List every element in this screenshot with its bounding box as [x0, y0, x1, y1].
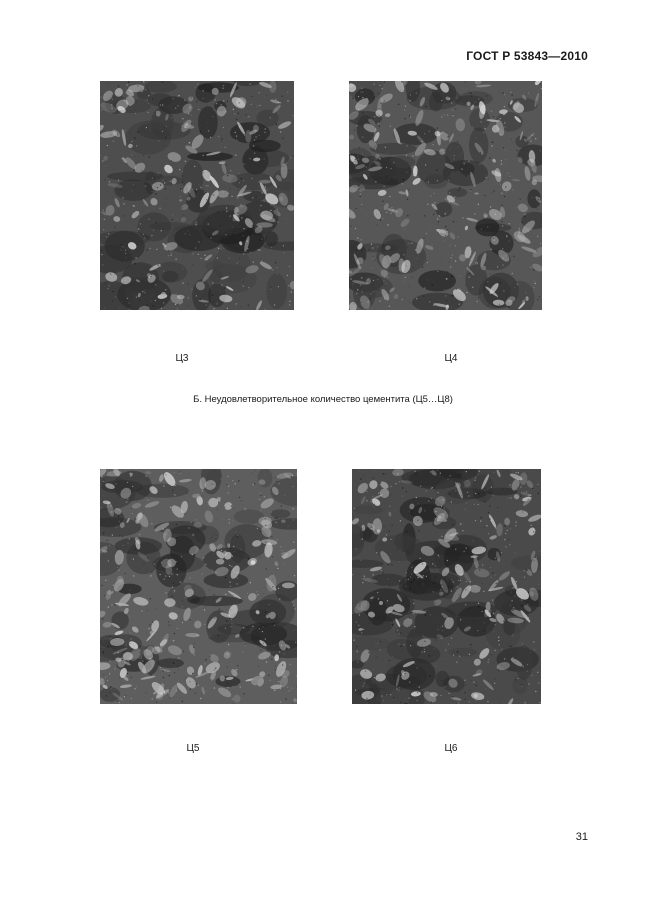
figure-label-c4: Ц4 — [444, 353, 458, 364]
figure-label-c5: Ц5 — [186, 743, 200, 754]
micrograph-c4 — [349, 81, 542, 310]
figure-label-c3: Ц3 — [175, 353, 189, 364]
micrograph-c6 — [352, 469, 541, 704]
micrograph-c5 — [100, 469, 297, 704]
document-id: ГОСТ Р 53843—2010 — [466, 49, 588, 63]
micrograph-c3 — [100, 81, 294, 310]
section-caption: Б. Неудовлетворительное количество цементита (Ц5…Ц8) — [193, 394, 453, 405]
figure-label-c6: Ц6 — [444, 743, 458, 754]
page-number: 31 — [575, 831, 588, 843]
